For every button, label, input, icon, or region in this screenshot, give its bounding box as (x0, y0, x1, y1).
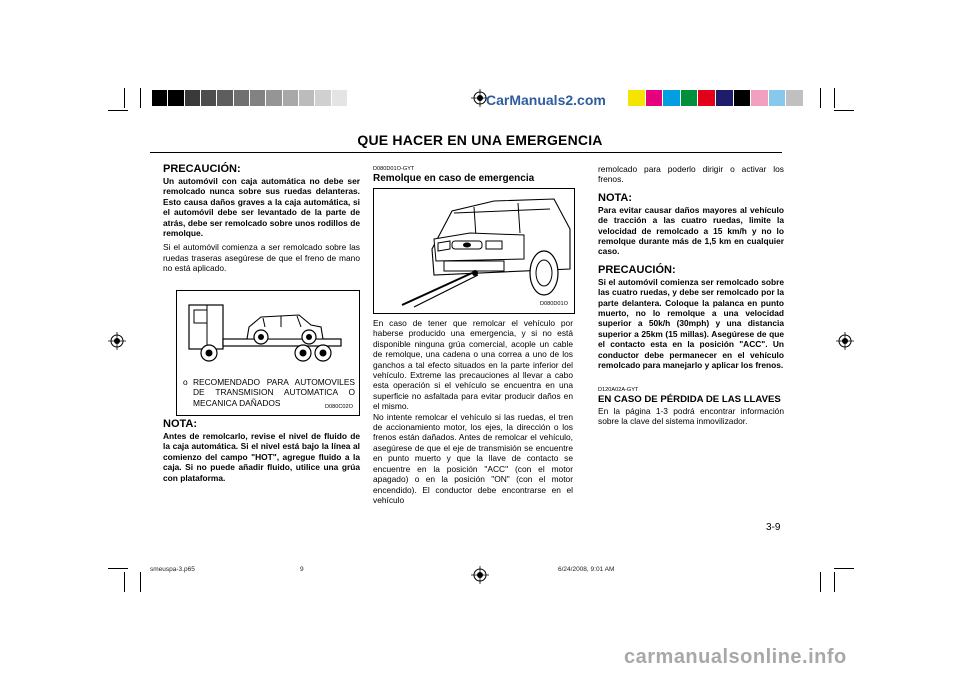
crop-mark (108, 110, 128, 111)
gray-swatch (168, 90, 183, 106)
crop-mark (834, 110, 854, 111)
continued-text: remolcado para poderlo dirigir o activar los frenos. (598, 164, 784, 185)
note-text: Para evitar causar daños mayores al vehículo de tracción a las cuatro ruedas, limite la velocidad de remolcado a 15 km/h y no lo remolque durante más de 1,5 km en cualquier caso. (598, 204, 784, 257)
tow-hook-figure (373, 188, 575, 314)
section-heading: Remolque en caso de emergencia (373, 173, 535, 184)
color-swatch (751, 90, 768, 106)
crop-mark (834, 568, 854, 569)
caution-heading: PRECAUCIÓN: (598, 263, 676, 276)
crop-mark (140, 572, 141, 592)
registration-mark-icon (108, 332, 126, 350)
color-swatch (681, 90, 698, 106)
crop-mark (124, 88, 125, 108)
color-swatch (663, 90, 680, 106)
gray-swatch (332, 90, 347, 106)
flatbed-truck-illustration (177, 291, 359, 367)
color-swatch (716, 90, 733, 106)
lost-keys-heading: EN CASO DE PÉRDIDA DE LAS LLAVES (598, 393, 781, 405)
column-1 (163, 163, 360, 274)
note-text: Antes de remolcarlo, revise el nivel de fluido de la caja automática. Si el nivel está bajo la línea al comienzo del campo "HOT", agregue fluido a la caja. Si no puede añadir fluido, utilice una grúa con plataforma. (163, 431, 360, 483)
page-title: QUE HACER EN UNA EMERGENCIA (357, 132, 603, 148)
gray-swatch (283, 90, 298, 106)
crop-mark (108, 568, 128, 569)
note-heading: NOTA: (598, 191, 633, 204)
towing-paragraph-2: No intente remolcar el vehículo si las ruedas, el tren de accionamiento motor, los ejes, la dirección o los frenos están dañados. Antes de remolcar el vehículo, asegúrese de que el eje de transmisión se encuentre en punto muerto y que la llave de contacto se encuentre en la posición "ACC" (con el motor apagado) o en la posición "ON" (con el motor encendido). El conductor debe encontrarse en el vehículo (373, 411, 573, 505)
crop-mark (834, 88, 835, 108)
gray-swatch (315, 90, 330, 106)
footer-page: 9 (300, 566, 304, 573)
suv-towing-illustration (374, 189, 574, 313)
crop-mark (820, 572, 821, 592)
gray-swatch (201, 90, 216, 106)
column-2 (373, 166, 573, 185)
gray-swatch (250, 90, 265, 106)
registration-mark-icon (836, 332, 854, 350)
towing-paragraph-1: En caso de tener que remolcar el vehículo por haberse producido una emergencia, y si no está disponible ninguna grúa comercial, acople un cable de remolque, una cadena o una correa a uno de los ganchos a tal efecto situados en la parte inferior del vehículo. Extreme las precauciones al llevar a cabo esta operación si el vehículo se encuentra en una superficie no asfaltada para evitar producir daños en el mismo. (373, 318, 573, 412)
carmanuals-watermark[interactable]: CarManuals2.com (486, 92, 606, 108)
gray-swatch (185, 90, 200, 106)
color-swatch (698, 90, 715, 106)
gray-swatch (299, 90, 314, 106)
page-number: 3-9 (766, 522, 781, 533)
color-swatch (646, 90, 663, 106)
footer-date: 6/24/2008, 9:01 AM (558, 566, 615, 573)
figure-bullet: o (183, 377, 188, 387)
color-swatch (769, 90, 786, 106)
rear-wheels-text: Si el automóvil comienza a ser remolcado sobre las ruedas traseras asegúrese de que el freno de mano no está aplicado. (163, 242, 360, 274)
gray-swatch (152, 90, 167, 106)
color-swatch (628, 90, 645, 106)
gray-swatch (266, 90, 281, 106)
crop-mark (140, 88, 141, 108)
column-2-body (373, 318, 573, 505)
gray-swatch (217, 90, 232, 106)
color-calibration-bar (628, 90, 804, 106)
footer-file: smeuspa-3.p65 (150, 566, 195, 573)
registration-mark-icon (471, 566, 489, 584)
column-3 (598, 164, 784, 426)
figure-code: D080C02O (325, 404, 353, 410)
color-swatch (734, 90, 751, 106)
flatbed-tow-figure (176, 290, 360, 416)
color-swatch (786, 90, 803, 106)
title-rule (150, 152, 782, 153)
figure-code: D080D01O (540, 301, 568, 307)
gray-calibration-bar (152, 90, 348, 106)
figure-caption: RECOMENDADO PARA AUTOMOVILES DE TRANSMISION AUTOMATICA O MECANICA DAÑADOS (193, 377, 355, 408)
caution-heading: PRECAUCIÓN: (163, 163, 241, 175)
caution-text: Un automóvil con caja automática no debe ser remolcado nunca sobre sus ruedas delanteras. Esto causa daños graves a la caja automática, si el automóvil debe ser levantado de la parte de atrás, debe ser remolcado sobre unos rodillos de remolque. (163, 176, 360, 239)
crop-mark (124, 572, 125, 592)
caution-text: Si el automóvil comienza ser remolcado sobre las cuatro ruedas, y debe ser remolcado por la parte delantera. Coloque la palanca en punto muerto, no lo remolque a una velocidad superior a 50k/h (30mph) y una distancia superior a 25km (15 millas). Asegúrese de que el contacto esta en la posición "ACC". Un conductor debe permanecer en el vehículo remolcado para manejarlo y aplicar los frenos. (598, 276, 784, 371)
crop-mark (820, 88, 821, 108)
gray-swatch (234, 90, 249, 106)
column-1-note (163, 418, 360, 483)
note-heading: NOTA: (163, 418, 198, 430)
section-code: D120A02A-GYT (598, 386, 639, 393)
bottom-watermark[interactable]: carmanualsonline.info (624, 646, 847, 668)
crop-mark (834, 572, 835, 592)
section-code: D080D01O-GYT (373, 166, 415, 172)
lost-keys-text: En la página 1-3 podrá encontrar información sobre la clave del sistema inmovilizador. (598, 405, 784, 426)
